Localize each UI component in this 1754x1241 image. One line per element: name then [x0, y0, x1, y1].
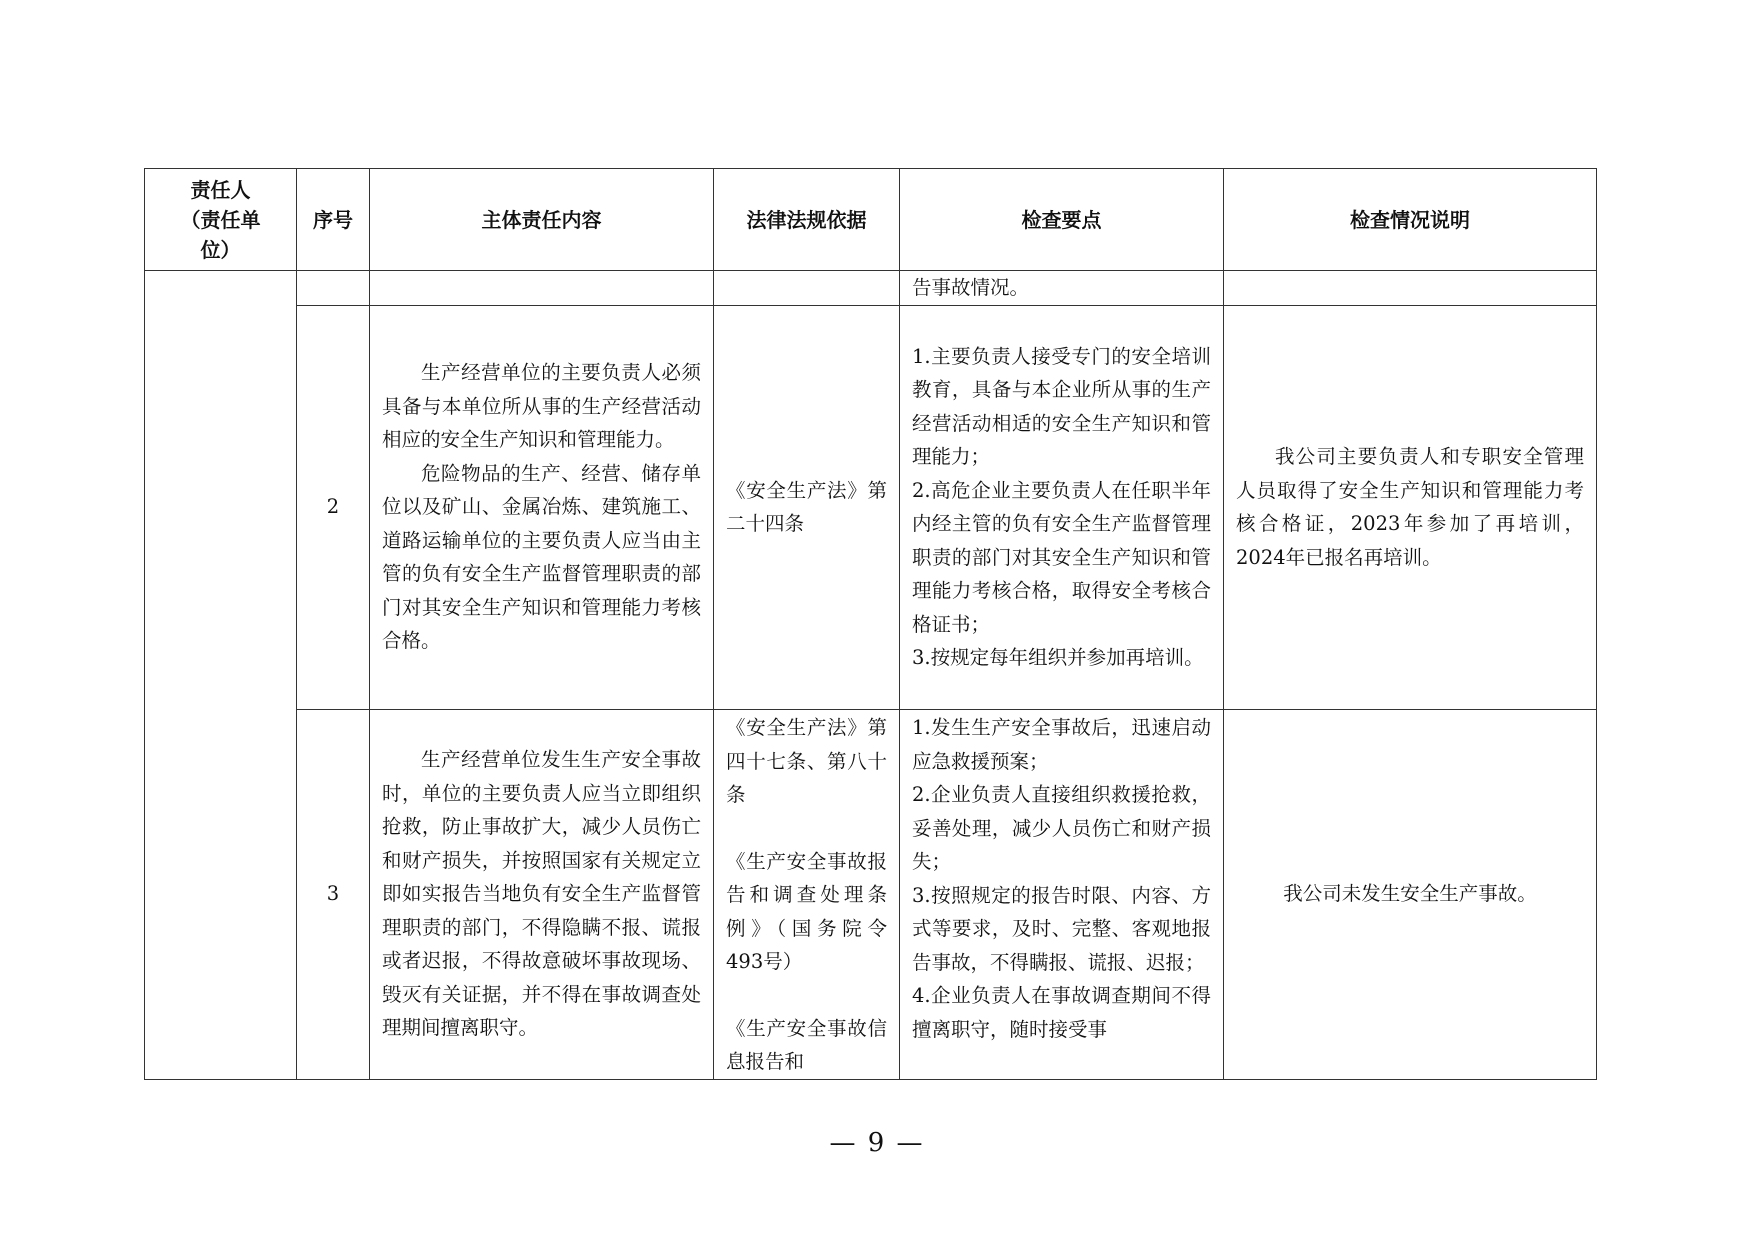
responsibility-content	[370, 305, 714, 709]
header-person-line-1: 责任人	[190, 177, 251, 202]
table-row	[145, 305, 1597, 709]
check-point-item: 3.按照规定的报告时限、内容、方式等要求，及时、完整、客观地报告事故，不得瞒报、谎报、迟报；	[912, 883, 1211, 974]
header-person-line-3: 位）	[200, 237, 241, 262]
row-number: 2	[297, 305, 370, 709]
header-status: 检查情况说明	[1224, 169, 1597, 271]
check-point-item: 4.企业负责人在事故调查期间不得擅离职守，随时接受事	[912, 984, 1211, 1041]
page-number: — 9 —	[829, 1128, 925, 1158]
check-point-item: 1.发生生产安全事故后，迅速启动应急救援预案；	[912, 716, 1211, 773]
inspection-status: 我公司未发生安全生产事故。	[1224, 709, 1597, 1079]
law-item: 《生产安全事故报告和调查处理条例》（国务院令493号）	[726, 849, 887, 973]
law-item: 《安全生产法》第四十七条、第八十条	[726, 716, 887, 806]
cell-empty	[714, 271, 900, 306]
status-text: 我公司主要负责人和专职安全管理人员取得了安全生产知识和管理能力考核合格证，2023年参加了再培训，2024年已报名再培训。	[1236, 445, 1584, 569]
table-row-continuation	[145, 271, 1597, 306]
header-person-line-2: （责任单	[180, 207, 261, 232]
responsible-person-cell	[145, 271, 297, 1080]
check-point-item: 2.企业负责人直接组织救援抢救，妥善处理，减少人员伤亡和财产损失；	[912, 783, 1211, 873]
check-point-item: 3.按规定每年组织并参加再培训。	[912, 646, 1204, 669]
cell-empty	[297, 271, 370, 306]
table-header-row	[145, 169, 1597, 271]
check-points	[900, 305, 1224, 709]
content-paragraph: 生产经营单位的主要负责人必须具备与本单位所从事的生产经营活动相应的安全生产知识和管理能力。	[382, 361, 701, 452]
header-responsible-person	[145, 169, 297, 271]
row-number: 3	[297, 709, 370, 1079]
cell-empty	[1224, 271, 1597, 306]
law-item: 《生产安全事故信息报告和	[726, 1016, 887, 1073]
check-point-item: 2.高危企业主要负责人在任职半年内经主管的负有安全生产监督管理职责的部门对其安全生产知识和管理能力考核合格，取得安全考核合格证书；	[912, 478, 1211, 636]
content-paragraph: 危险物品的生产、经营、储存单位以及矿山、金属冶炼、建筑施工、道路运输单位的主要负责人应当由主管的负有安全生产监督管理职责的部门对其安全生产知识和管理能力考核合格。	[382, 461, 701, 653]
header-content: 主体责任内容	[370, 169, 714, 271]
law-basis: 《安全生产法》第二十四条	[714, 305, 900, 709]
law-basis	[714, 709, 900, 1079]
inspection-table	[144, 168, 1597, 1080]
responsibility-content	[370, 709, 714, 1079]
content-paragraph: 生产经营单位发生生产安全事故时，单位的主要负责人应当立即组织抢救，防止事故扩大，减少人员伤亡和财产损失，并按照国家有关规定立即如实报告当地负有安全生产监督管理职责的部门，不得隐瞒不报、谎报或者迟报，不得故意破坏事故现场、毁灭有关证据，并不得在事故调查处理期间擅离职守。	[382, 748, 701, 1040]
header-number: 序号	[297, 169, 370, 271]
continuation-points: 告事故情况。	[900, 271, 1224, 306]
cell-empty	[370, 271, 714, 306]
check-point-item: 1.主要负责人接受专门的安全培训教育，具备与本企业所从事的生产经营活动相适的安全生产知识和管理能力；	[912, 344, 1211, 468]
table-row	[145, 709, 1597, 1079]
check-points	[900, 709, 1224, 1079]
header-law: 法律法规依据	[714, 169, 900, 271]
inspection-status	[1224, 305, 1597, 709]
header-points: 检查要点	[900, 169, 1224, 271]
